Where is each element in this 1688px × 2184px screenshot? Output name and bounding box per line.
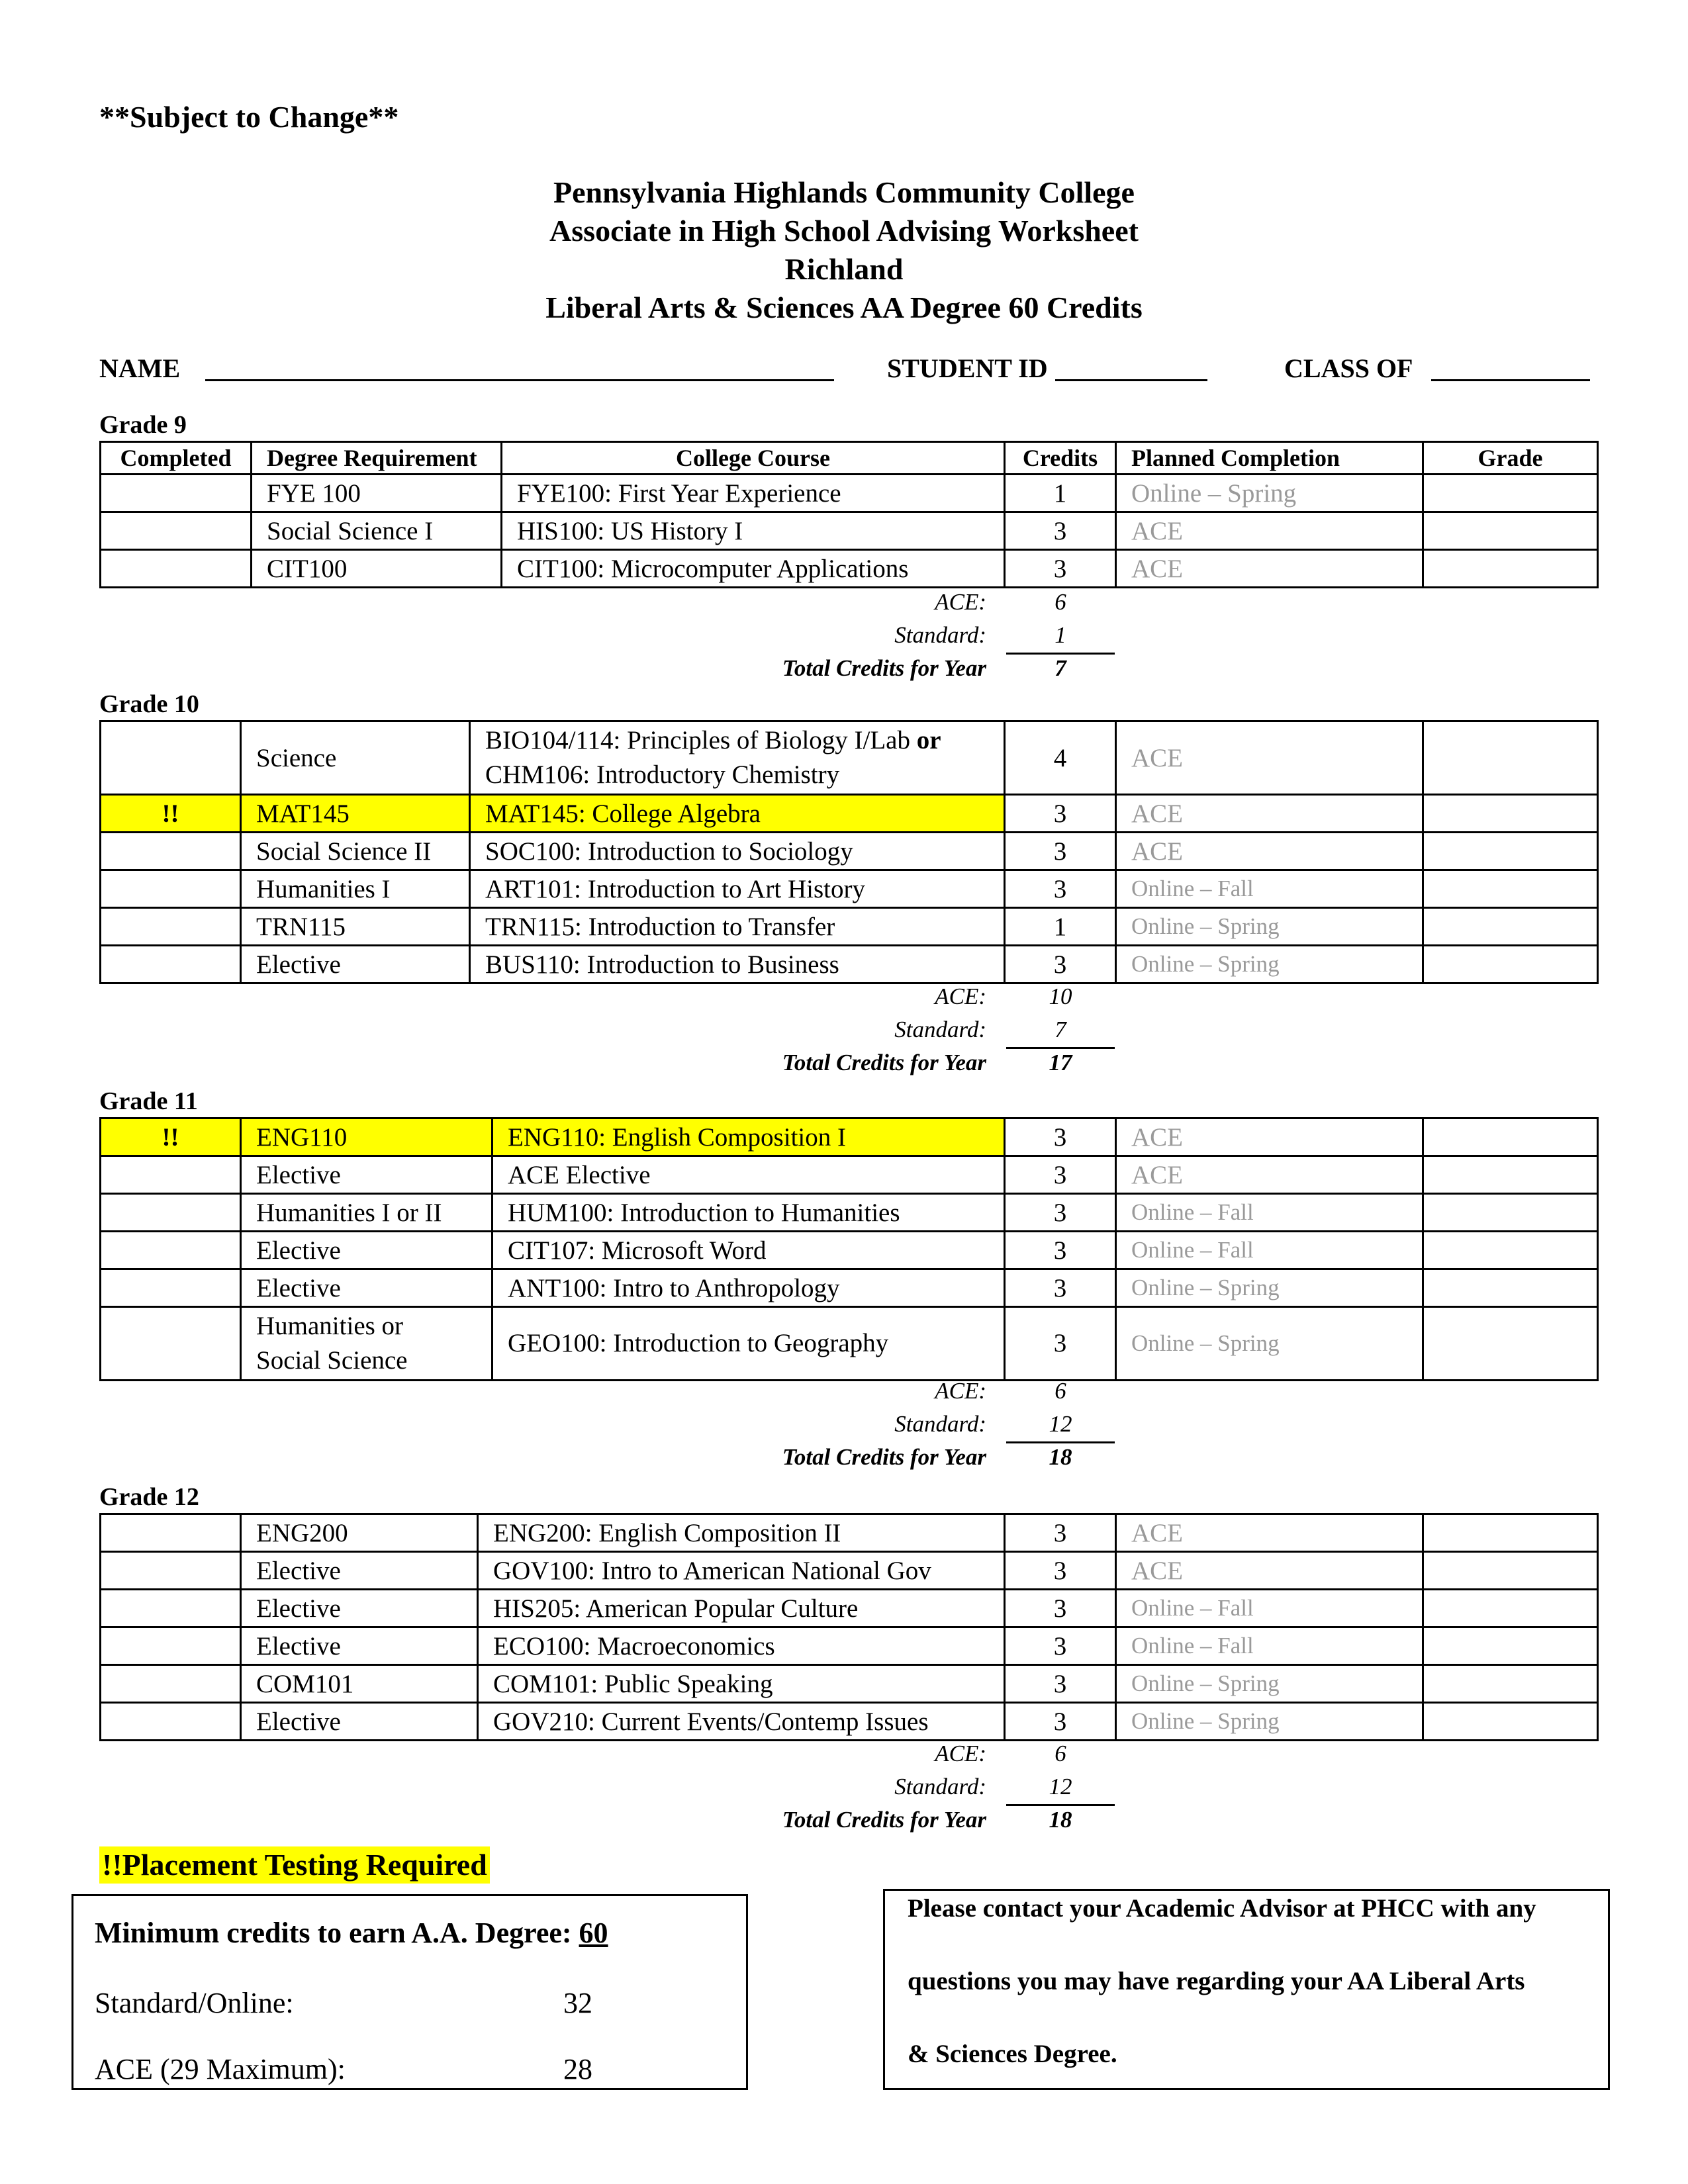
course-cell: BUS110: Introduction to Business [470, 946, 1005, 983]
standard-online-label: Standard/Online: [95, 1987, 294, 2019]
total-label: Total Credits for Year [782, 655, 986, 681]
credits-cell: 3 [1005, 1269, 1116, 1307]
grade-cell[interactable] [1423, 833, 1598, 870]
grade-cell[interactable] [1423, 721, 1598, 795]
minimum-credits-label: Minimum credits to earn A.A. Degree: [95, 1917, 572, 1949]
grade-9-table [99, 441, 1599, 588]
table-row [101, 550, 1598, 588]
requirement-cell: ENG200 [241, 1514, 478, 1552]
requirement-cell: Elective [241, 1156, 492, 1194]
credits-cell: 3 [1005, 946, 1116, 983]
grade-12-label: Grade 12 [99, 1483, 199, 1511]
requirement-cell: Elective [241, 1232, 492, 1269]
course-cell: HIS100: US History I [502, 512, 1005, 550]
standard-value: 12 [1049, 1774, 1072, 1799]
college-name: Pennsylvania Highlands Community College [553, 175, 1135, 209]
ace-maximum-label: ACE (29 Maximum): [95, 2053, 346, 2085]
planned-cell: Online – Spring [1116, 475, 1423, 512]
credits-cell: 1 [1005, 908, 1116, 946]
total-value: 17 [1049, 1050, 1072, 1075]
table-row [101, 1156, 1598, 1194]
course-cell: GOV100: Intro to American National Gov [478, 1552, 1005, 1590]
ace-maximum-value: 28 [563, 2053, 592, 2085]
table-row [101, 1269, 1598, 1307]
credits-cell: 3 [1005, 1307, 1116, 1381]
planned-cell: ACE [1116, 550, 1423, 588]
requirement-cell: Social Science II [241, 833, 470, 870]
credits-cell: 3 [1005, 1118, 1116, 1156]
credits-cell: 3 [1005, 1703, 1116, 1741]
grade-cell[interactable] [1423, 1514, 1598, 1552]
grade-10-summary [0, 983, 1688, 1083]
course-cell: HIS205: American Popular Culture [478, 1590, 1005, 1627]
grade-cell[interactable] [1423, 795, 1598, 833]
total-label: Total Credits for Year [782, 1807, 986, 1833]
completed-cell[interactable] [101, 550, 252, 588]
planned-cell: ACE [1116, 512, 1423, 550]
course-cell: ENG200: English Composition II [478, 1514, 1005, 1552]
completed-cell[interactable] [101, 1307, 241, 1381]
col-credits: Credits [1005, 442, 1116, 475]
grade-9-label: Grade 9 [99, 411, 187, 439]
completed-cell[interactable] [101, 475, 252, 512]
sum-underline [1006, 1047, 1115, 1049]
grade-cell[interactable] [1423, 1269, 1598, 1307]
course-cell: COM101: Public Speaking [478, 1665, 1005, 1703]
requirement-cell: COM101 [241, 1665, 478, 1703]
grade-cell[interactable] [1423, 946, 1598, 983]
course-cell: GOV210: Current Events/Contemp Issues [478, 1703, 1005, 1741]
grade-cell[interactable] [1423, 1118, 1598, 1156]
name-label: NAME [99, 353, 181, 383]
requirement-cell: Elective [241, 946, 470, 983]
table-row [101, 1514, 1598, 1552]
grade-cell[interactable] [1423, 475, 1598, 512]
completed-cell[interactable] [101, 1703, 241, 1741]
sum-underline [1006, 653, 1115, 655]
total-value: 18 [1049, 1807, 1072, 1833]
table-row [101, 721, 1598, 795]
advisor-contact-box [883, 1889, 1610, 2090]
planned-cell: Online – Spring [1116, 1269, 1423, 1307]
document-title-block [0, 173, 1688, 327]
course-line-1: BIO104/114: Principles of Biology I/Lab [485, 726, 910, 754]
completed-cell[interactable] [101, 1514, 241, 1552]
course-cell: MAT145: College Algebra [470, 795, 1005, 833]
student-id-field[interactable] [1055, 379, 1207, 381]
table-row [101, 795, 1598, 833]
col-planned-completion: Planned Completion [1116, 442, 1423, 475]
total-value: 7 [1055, 655, 1066, 681]
course-cell: ACE Elective [492, 1156, 1005, 1194]
standard-label: Standard: [894, 1774, 986, 1799]
contact-line-2: questions you may have regarding your AA Liberal Arts [908, 1967, 1525, 1995]
completed-cell[interactable] [101, 908, 241, 946]
completed-cell[interactable] [101, 1590, 241, 1627]
course-cell: HUM100: Introduction to Humanities [492, 1194, 1005, 1232]
table-row [101, 1665, 1598, 1703]
grade-10-label: Grade 10 [99, 690, 199, 718]
planned-cell: Online – Fall [1116, 870, 1423, 908]
course-cell: ENG110: English Composition I [492, 1118, 1005, 1156]
completed-cell[interactable] [101, 1627, 241, 1665]
table-row [101, 870, 1598, 908]
completed-cell[interactable] [101, 1232, 241, 1269]
credits-cell: 1 [1005, 475, 1116, 512]
requirement-cell: Elective [241, 1703, 478, 1741]
requirement-cell: Science [241, 721, 470, 795]
total-label: Total Credits for Year [782, 1050, 986, 1075]
col-degree-requirement: Degree Requirement [252, 442, 502, 475]
course-or: or [916, 726, 941, 754]
sum-underline [1006, 1804, 1115, 1806]
planned-cell: ACE [1116, 721, 1423, 795]
ace-label: ACE: [935, 983, 986, 1009]
completed-cell[interactable] [101, 512, 252, 550]
planned-cell: Online – Spring [1116, 1665, 1423, 1703]
ace-label: ACE: [935, 1741, 986, 1766]
planned-cell: Online – Spring [1116, 1307, 1423, 1381]
course-cell: ECO100: Macroeconomics [478, 1627, 1005, 1665]
grade-12-table [99, 1513, 1599, 1741]
requirement-cell [241, 1307, 492, 1381]
grade-12-summary [0, 1741, 1688, 1840]
table-row [101, 475, 1598, 512]
course-cell: FYE100: First Year Experience [502, 475, 1005, 512]
completed-cell[interactable] [101, 870, 241, 908]
class-of-label: CLASS OF [1284, 353, 1413, 383]
minimum-credits-value: 60 [579, 1917, 608, 1949]
credits-cell: 3 [1005, 1552, 1116, 1590]
completed-cell[interactable]: !! [101, 1118, 241, 1156]
course-cell: CIT107: Microsoft Word [492, 1232, 1005, 1269]
credits-cell: 3 [1005, 550, 1116, 588]
grade-cell[interactable] [1423, 870, 1598, 908]
grade-11-label: Grade 11 [99, 1087, 198, 1115]
grade-cell[interactable] [1423, 1156, 1598, 1194]
table-row [101, 1232, 1598, 1269]
completed-cell[interactable]: !! [101, 795, 241, 833]
table-row [101, 1118, 1598, 1156]
credits-cell: 3 [1005, 1590, 1116, 1627]
completed-cell[interactable] [101, 1156, 241, 1194]
course-cell: TRN115: Introduction to Transfer [470, 908, 1005, 946]
requirement-cell: CIT100 [252, 550, 502, 588]
minimum-credits-line [95, 1916, 608, 1950]
table-row [101, 833, 1598, 870]
planned-cell: Online – Fall [1116, 1194, 1423, 1232]
standard-online-value: 32 [563, 1987, 592, 2019]
requirement-cell: MAT145 [241, 795, 470, 833]
table-header-row [101, 442, 1598, 475]
grade-cell[interactable] [1423, 1194, 1598, 1232]
credits-cell: 4 [1005, 721, 1116, 795]
standard-label: Standard: [894, 622, 986, 648]
requirement-cell: Elective [241, 1627, 478, 1665]
course-cell: CIT100: Microcomputer Applications [502, 550, 1005, 588]
grade-cell[interactable] [1423, 1665, 1598, 1703]
ace-value: 6 [1055, 1741, 1066, 1766]
grade-cell[interactable] [1423, 1590, 1598, 1627]
standard-value: 1 [1055, 622, 1066, 648]
grade-cell[interactable] [1423, 512, 1598, 550]
col-grade: Grade [1423, 442, 1598, 475]
planned-cell: Online – Spring [1116, 908, 1423, 946]
completed-cell[interactable] [101, 1194, 241, 1232]
minimum-credits-box [71, 1894, 748, 2090]
ace-value: 6 [1055, 1378, 1066, 1404]
table-row [101, 512, 1598, 550]
course-cell [470, 721, 1005, 795]
table-row [101, 1590, 1598, 1627]
grade-cell[interactable] [1423, 1627, 1598, 1665]
standard-label: Standard: [894, 1411, 986, 1437]
completed-cell[interactable] [101, 946, 241, 983]
grade-cell[interactable] [1423, 1232, 1598, 1269]
requirement-cell: Social Science I [252, 512, 502, 550]
credits-cell: 3 [1005, 1232, 1116, 1269]
requirement-cell: Elective [241, 1552, 478, 1590]
grade-cell[interactable] [1423, 1552, 1598, 1590]
planned-cell: ACE [1116, 833, 1423, 870]
grade-9-summary [0, 589, 1688, 688]
credits-cell: 3 [1005, 795, 1116, 833]
course-cell: SOC100: Introduction to Sociology [470, 833, 1005, 870]
standard-value: 12 [1049, 1411, 1072, 1437]
location-title: Richland [784, 252, 904, 286]
table-row [101, 1552, 1598, 1590]
completed-cell[interactable] [101, 1665, 241, 1703]
subject-to-change-note: **Subject to Change** [99, 100, 399, 134]
placement-testing-note: !!Placement Testing Required [99, 1846, 490, 1884]
ace-value: 6 [1055, 589, 1066, 615]
table-row [101, 1627, 1598, 1665]
requirement-line-2: Social Science [256, 1346, 408, 1375]
table-row [101, 1194, 1598, 1232]
ace-label: ACE: [935, 589, 986, 615]
grade-cell[interactable] [1423, 1703, 1598, 1741]
table-row [101, 908, 1598, 946]
planned-cell: ACE [1116, 795, 1423, 833]
credits-cell: 3 [1005, 833, 1116, 870]
completed-cell[interactable] [101, 721, 241, 795]
planned-cell: ACE [1116, 1552, 1423, 1590]
planned-cell: Online – Fall [1116, 1627, 1423, 1665]
col-completed: Completed [101, 442, 252, 475]
contact-line-3: & Sciences Degree. [908, 2040, 1117, 2068]
student-id-label: STUDENT ID [887, 353, 1048, 383]
degree-title: Liberal Arts & Sciences AA Degree 60 Credits [545, 291, 1143, 324]
total-label: Total Credits for Year [782, 1444, 986, 1470]
planned-cell: ACE [1116, 1118, 1423, 1156]
credits-cell: 3 [1005, 1194, 1116, 1232]
requirement-cell: FYE 100 [252, 475, 502, 512]
requirement-cell: ENG110 [241, 1118, 492, 1156]
col-college-course: College Course [502, 442, 1005, 475]
completed-cell[interactable] [101, 1552, 241, 1590]
planned-cell: Online – Fall [1116, 1232, 1423, 1269]
credits-cell: 3 [1005, 1665, 1116, 1703]
requirement-cell: Humanities I [241, 870, 470, 908]
requirement-cell: Elective [241, 1269, 492, 1307]
grade-cell[interactable] [1423, 1307, 1598, 1381]
requirement-line-1: Humanities or [256, 1312, 404, 1340]
sum-underline [1006, 1441, 1115, 1443]
grade-cell[interactable] [1423, 908, 1598, 946]
requirement-cell: Humanities I or II [241, 1194, 492, 1232]
standard-value: 7 [1055, 1017, 1066, 1042]
student-info-row [99, 351, 1595, 390]
credits-cell: 3 [1005, 1627, 1116, 1665]
credits-cell: 3 [1005, 1514, 1116, 1552]
credits-cell: 3 [1005, 870, 1116, 908]
course-cell: GEO100: Introduction to Geography [492, 1307, 1005, 1381]
planned-cell: ACE [1116, 1156, 1423, 1194]
ace-value: 10 [1049, 983, 1072, 1009]
ace-label: ACE: [935, 1378, 986, 1404]
completed-cell[interactable] [101, 833, 241, 870]
standard-label: Standard: [894, 1017, 986, 1042]
planned-cell: ACE [1116, 1514, 1423, 1552]
requirement-cell: Elective [241, 1590, 478, 1627]
name-field[interactable] [205, 379, 834, 381]
course-cell: ART101: Introduction to Art History [470, 870, 1005, 908]
planned-cell: Online – Spring [1116, 1703, 1423, 1741]
grade-10-table [99, 720, 1599, 984]
grade-cell[interactable] [1423, 550, 1598, 588]
grade-11-table [99, 1117, 1599, 1381]
table-row [101, 1307, 1598, 1381]
grade-11-summary [0, 1378, 1688, 1477]
credits-cell: 3 [1005, 512, 1116, 550]
planned-cell: Online – Spring [1116, 946, 1423, 983]
worksheet-title: Associate in High School Advising Worksheet [549, 214, 1139, 248]
credits-cell: 3 [1005, 1156, 1116, 1194]
completed-cell[interactable] [101, 1269, 241, 1307]
class-of-field[interactable] [1431, 379, 1590, 381]
course-line-2: CHM106: Introductory Chemistry [485, 760, 840, 789]
total-value: 18 [1049, 1444, 1072, 1470]
contact-line-1: Please contact your Academic Advisor at PHCC with any [908, 1894, 1536, 1923]
course-cell: ANT100: Intro to Anthropology [492, 1269, 1005, 1307]
requirement-cell: TRN115 [241, 908, 470, 946]
table-row [101, 946, 1598, 983]
table-row [101, 1703, 1598, 1741]
planned-cell: Online – Fall [1116, 1590, 1423, 1627]
